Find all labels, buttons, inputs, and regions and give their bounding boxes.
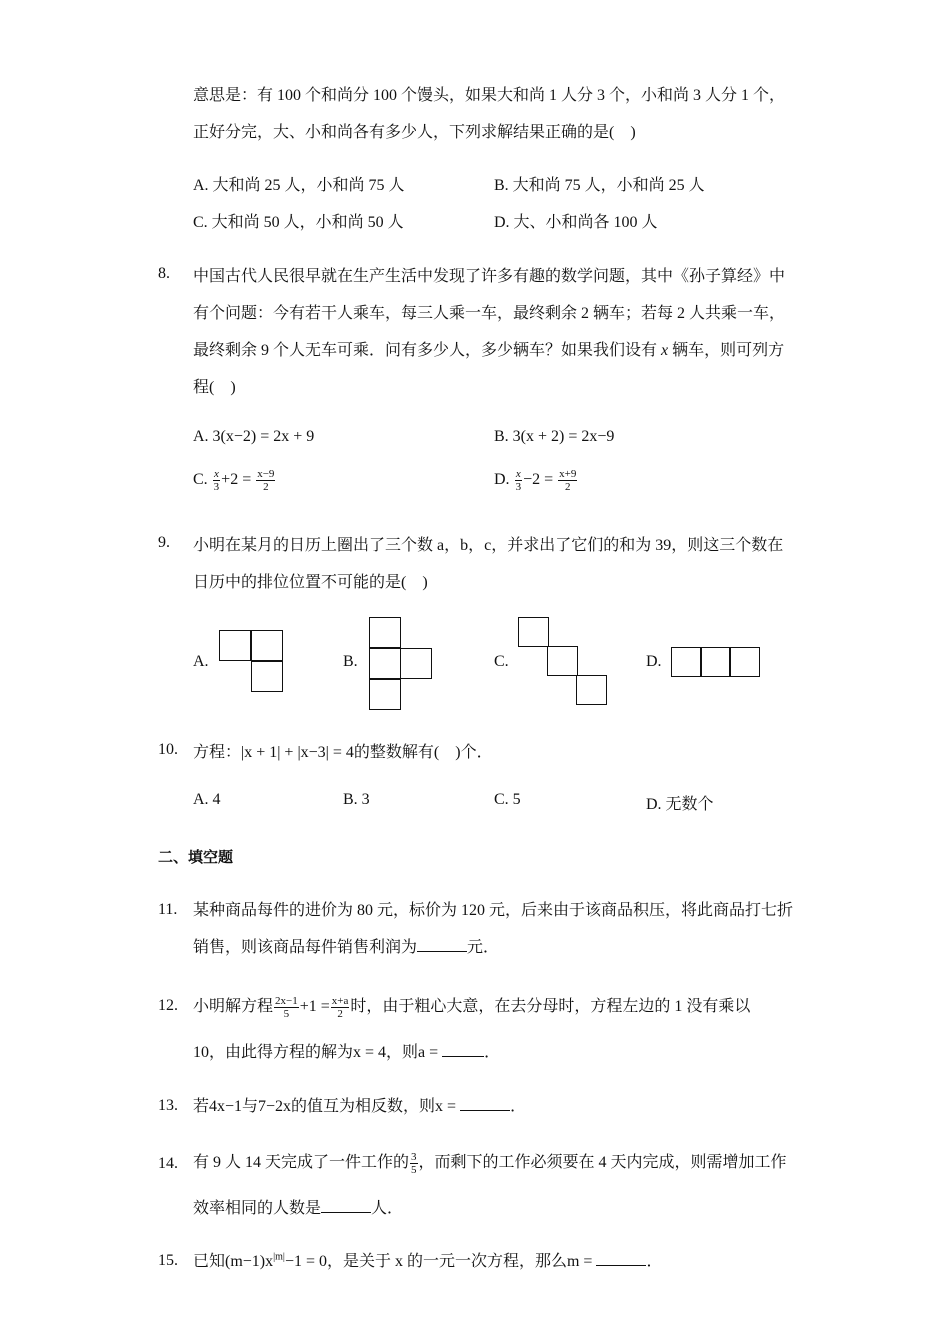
q8-stem-line3	[193, 337, 784, 360]
calendar-cell	[547, 646, 578, 676]
q8-option-b: B. 3(x + 2) = 2x−9	[494, 428, 615, 445]
q8-stem-line3a: 最终剩余 9 个人无车可乘．问有多少人，多少辆车？如果我们设有	[193, 342, 662, 359]
q15-stem	[193, 1248, 662, 1271]
q10-option-a: A. 4	[193, 791, 221, 808]
q8-option-d-label: D.	[494, 471, 510, 489]
calendar-cell	[671, 647, 702, 677]
answer-blank[interactable]	[417, 937, 467, 952]
q14-stem-line1	[193, 1149, 787, 1176]
q11-stem-line2	[193, 934, 499, 957]
q14-frac	[410, 1151, 418, 1176]
q8-c-frac2-den: 2	[263, 481, 269, 493]
q8-d-frac1-den: 3	[515, 481, 522, 493]
calendar-cell	[369, 648, 401, 679]
q7-stem-line1: 意思是：有 100 个和尚分 100 个馒头，如果大和尚 1 人分 3 个，小和尚 3 人分 1 个，	[193, 87, 786, 104]
q12-pre: 小明解方程	[193, 998, 274, 1015]
q12-number: 12.	[158, 997, 178, 1014]
q15-number: 15.	[158, 1252, 178, 1269]
q12-mid: +1 =	[299, 998, 330, 1015]
calendar-cell	[219, 630, 251, 661]
q12-frac1-den: 5	[283, 1007, 290, 1020]
answer-blank[interactable]	[596, 1251, 646, 1266]
calendar-cell	[400, 648, 432, 679]
q12-frac2-num: x+a	[331, 994, 349, 1007]
q15-exponent: |m|	[273, 1251, 285, 1263]
q12-line2a: 10，由此得方程的解为x = 4，则a =	[193, 1044, 439, 1061]
q10-number: 10.	[158, 741, 178, 758]
q8-option-d-frac2	[558, 468, 577, 493]
q8-c-frac1-num: x	[213, 468, 219, 480]
q7-option-d: D. 大、小和尚各 100 人	[494, 214, 658, 231]
q9-stem-line1: 小明在某月的日历上圈出了三个数 a，b，c，并求出了它们的和为 39，则这三个数在	[193, 537, 784, 554]
q9-option-b-label: B.	[343, 653, 358, 670]
q12-post: 时，由于粗心大意，在去分母时，方程左边的 1 没有乘以	[350, 998, 751, 1015]
q15-end: ．	[646, 1253, 663, 1270]
q8-option-c-mid: +2 =	[221, 471, 252, 489]
q8-option-a: A. 3(x−2) = 2x + 9	[193, 428, 315, 445]
q10-option-d: D. 无数个	[646, 796, 714, 813]
q7-option-a: A. 大和尚 25 人，小和尚 75 人	[193, 177, 405, 194]
q13-number: 13.	[158, 1097, 178, 1114]
q14-pre: 有 9 人 14 天完成了一件工作的	[193, 1154, 410, 1171]
q13-end: ．	[510, 1098, 527, 1115]
q8-c-frac2-num: x−9	[257, 468, 275, 480]
q8-option-c-frac2	[256, 468, 275, 493]
q8-c-frac1-den: 3	[213, 481, 220, 493]
q9-stem-line2: 日历中的排位位置不可能的是( )	[193, 574, 428, 591]
q14-stem-line2	[193, 1195, 403, 1218]
q10-option-b: B. 3	[343, 791, 370, 808]
q12-stem-line1	[193, 993, 750, 1020]
q8-d-frac2-num: x+9	[559, 468, 577, 480]
q10-option-c: C. 5	[494, 791, 521, 808]
q12-line2b: ．	[484, 1044, 501, 1061]
q7-option-b: B. 大和尚 75 人，小和尚 25 人	[494, 177, 705, 194]
section-title-fill-in: 二、填空题	[158, 848, 234, 866]
q8-option-c-frac1	[213, 468, 221, 493]
calendar-cell	[576, 675, 607, 705]
q8-d-frac1-num: x	[515, 468, 521, 480]
q8-option-d	[494, 468, 578, 493]
q14-frac-den: 5	[411, 1163, 417, 1176]
calendar-cell	[729, 647, 760, 677]
q14-line2a: 效率相同的人数是	[193, 1200, 322, 1217]
q11-stem-line1: 某种商品每件的进价为 80 元，标价为 120 元，后来由于该商品积压，将此商品打七折	[193, 902, 794, 919]
q8-stem-line2: 有个问题：今有若干人乘车，每三人乘一车，最终剩余 2 辆车；若每 2 人共乘一车，	[193, 305, 786, 322]
q14-post: ，而剩下的工作必须要在 4 天内完成，则需增加工作	[418, 1154, 787, 1171]
q10-stem: 方程：|x + 1| + |x−3| = 4的整数解有( )个．	[193, 744, 493, 761]
q8-stem-line1: 中国古代人民很早就在生产生活中发现了许多有趣的数学问题，其中《孙子算经》中	[193, 268, 786, 285]
q11-stem-line2b: 元．	[467, 939, 500, 956]
answer-blank[interactable]	[321, 1198, 371, 1213]
q9-option-d-label: D.	[646, 653, 662, 670]
q12-frac1	[274, 995, 299, 1020]
q12-frac2-den: 2	[337, 1007, 343, 1020]
q9-option-c-label: C.	[494, 653, 509, 670]
q8-option-d-mid: −2 =	[523, 471, 554, 489]
q14-number: 14.	[158, 1155, 178, 1172]
q8-option-d-frac1	[515, 468, 523, 493]
q8-stem-line4: 程( )	[193, 379, 236, 396]
q8-option-c	[193, 468, 276, 493]
calendar-cell	[700, 647, 731, 677]
q12-frac1-num: 2x−1	[275, 994, 298, 1007]
calendar-cell	[369, 617, 401, 648]
answer-blank[interactable]	[442, 1042, 484, 1057]
q14-frac-num: 3	[411, 1150, 417, 1163]
q15-post: −1 = 0，是关于 x 的一元一次方程，那么m =	[284, 1253, 593, 1270]
q7-stem-line2: 正好分完，大、小和尚各有多少人，下列求解结果正确的是( )	[193, 124, 636, 141]
q13-text: 若4x−1与7−2x的值互为相反数，则x =	[193, 1098, 457, 1115]
q11-number: 11.	[158, 901, 178, 918]
q8-number: 8.	[158, 265, 170, 282]
q9-option-a-label: A.	[193, 653, 209, 670]
q13-stem	[193, 1093, 526, 1116]
calendar-cell	[251, 630, 283, 661]
answer-blank[interactable]	[460, 1096, 510, 1111]
q11-stem-line2a: 销售，则该商品每件销售利润为	[193, 939, 418, 956]
calendar-cell	[518, 617, 549, 647]
q12-stem-line2	[193, 1039, 500, 1062]
q8-stem-line3b: 辆车，则可列方	[668, 342, 785, 359]
q12-frac2	[331, 995, 350, 1020]
calendar-cell	[251, 661, 283, 692]
calendar-cell	[369, 679, 401, 710]
q15-pre: 已知(m−1)x	[193, 1253, 274, 1270]
q8-variable-x: x	[661, 342, 669, 359]
q9-number: 9.	[158, 534, 170, 551]
q8-d-frac2-den: 2	[564, 481, 571, 493]
q8-option-c-label: C.	[193, 471, 208, 489]
q14-line2b: 人．	[371, 1200, 404, 1217]
q7-option-c: C. 大和尚 50 人，小和尚 50 人	[193, 214, 404, 231]
